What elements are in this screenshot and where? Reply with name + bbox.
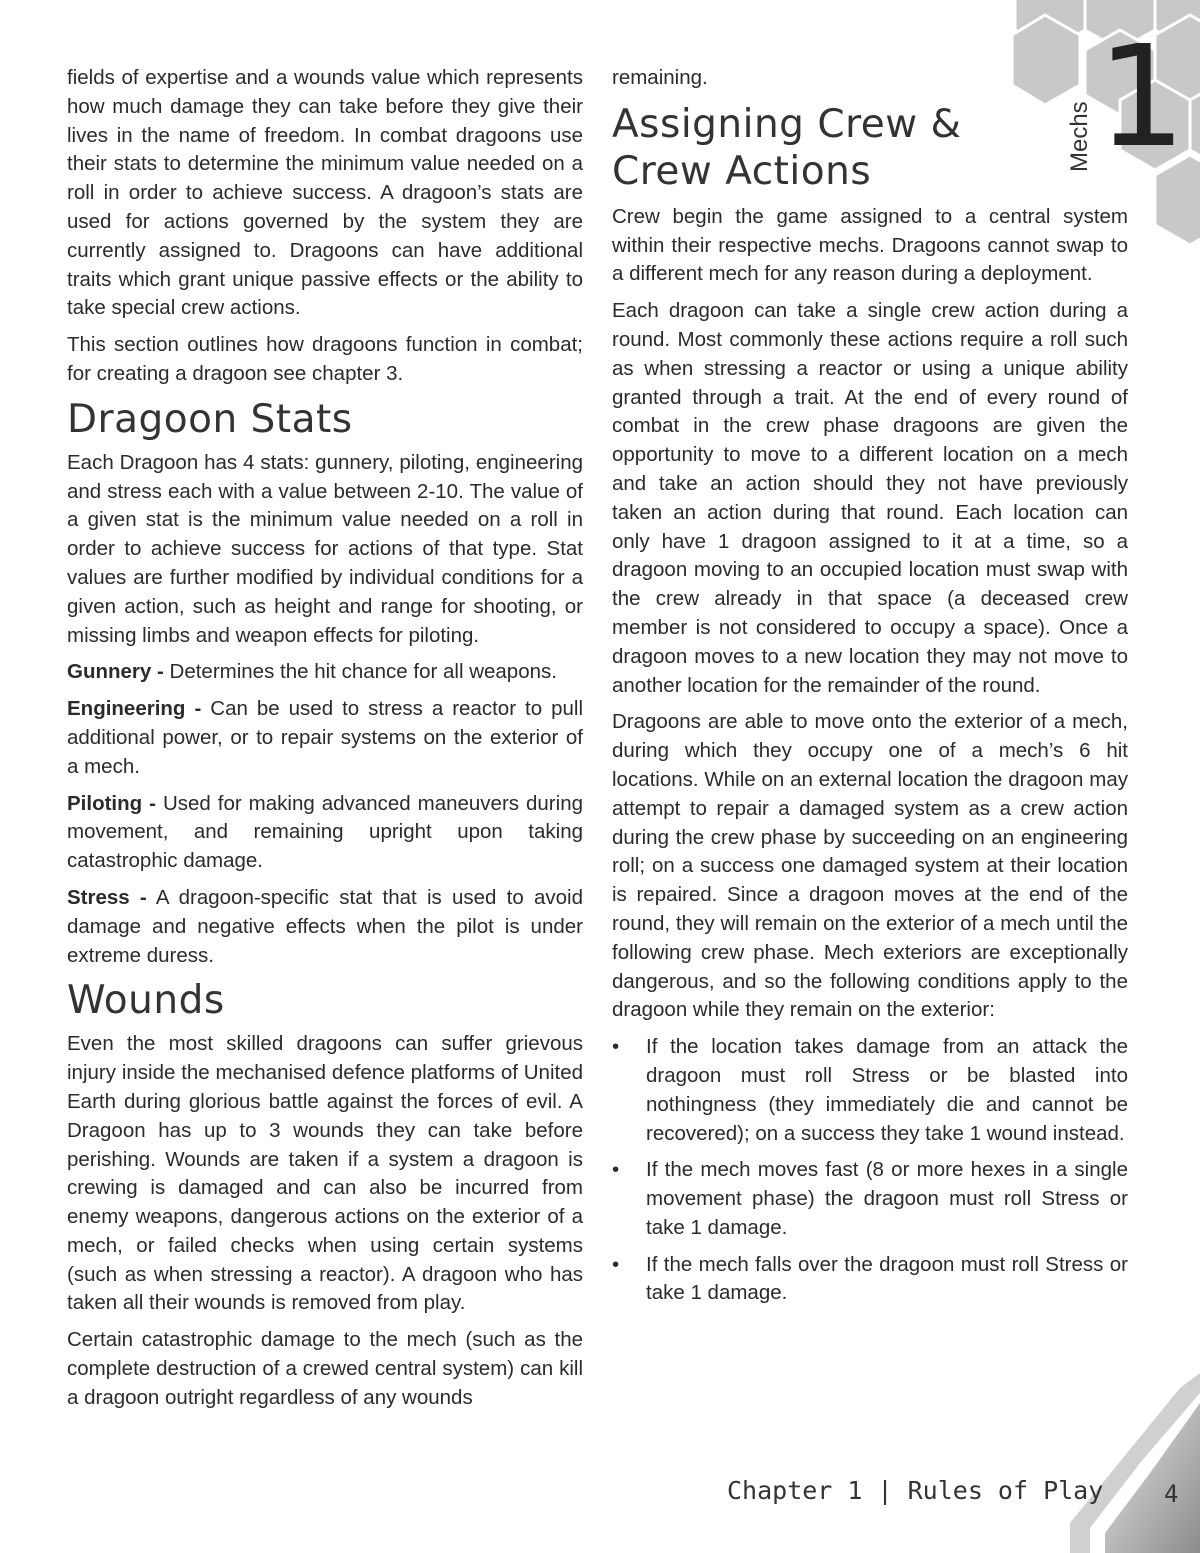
stat-engineering <box>67 695 583 781</box>
heading-line: Assigning Crew & <box>612 101 962 147</box>
bullet-icon: • <box>612 1158 620 1182</box>
footer-chapter-title: Chapter 1 | Rules of Play <box>727 1476 1104 1505</box>
intro-paragraph: This section outlines how dragoons function in combat; for creating a dragoon see chapter 3. <box>67 333 583 385</box>
bullet-icon: • <box>612 1035 620 1059</box>
stat-term: Stress - <box>67 885 147 909</box>
stat-term: Gunnery - <box>67 660 164 684</box>
page-number: 4 <box>1164 1480 1179 1508</box>
stat-description: A dragoon-specific stat that is used to avoid damage and negative effects when the pilot is under extreme duress. <box>67 885 583 967</box>
intro-paragraph: fields of expertise and a wounds value which represents how much damage they can take before they give their lives in the name of freedom. In combat dragoons use their stats to determine the minimum value needed on a roll in order to achieve success. A dragoon’s stats are used for actions governed by the system they are currently assigned to. Dragoons can have additional traits which grant unique passive effects or the ability to take special crew actions. <box>67 66 583 320</box>
stat-gunnery <box>67 658 583 687</box>
assigning-crew-heading <box>612 101 1128 195</box>
dragoon-stats-heading: Dragoon Stats <box>67 396 353 442</box>
wounds-heading: Wounds <box>67 978 225 1024</box>
crew-paragraph: Crew begin the game assigned to a central system within their respective mechs. Dragoons cannot swap to a different mech for any reason during a deployment. <box>612 204 1128 286</box>
stat-stress <box>67 884 583 970</box>
wounds-paragraph: Certain catastrophic damage to the mech (such as the complete destruction of a crewed central system) can kill a dragoon outright regardless of any wounds <box>67 1328 583 1409</box>
chapter-tab-label: Mechs <box>1066 101 1093 172</box>
stat-term: Engineering - <box>67 697 202 721</box>
stats-intro-paragraph: Each Dragoon has 4 stats: gunnery, piloting, engineering and stress each with a value between 2-10. The value of a given stat is the minimum value needed on a roll in order to achieve success for actions of that type. Stat values are further modified by individual conditions for a given action, such as height and range for shooting, or missing limbs and weapon effects for piloting. <box>67 450 583 647</box>
stat-description: Can be used to stress a reactor to pull additional power, or to repair systems on the exterior of a mech. <box>67 697 584 778</box>
stat-description: Determines the hit chance for all weapons. <box>163 660 557 684</box>
stat-term: Piloting - <box>67 791 156 815</box>
list-item <box>612 1156 1128 1242</box>
list-item-text: If the mech moves fast (8 or more hexes in a single movement phase) the dragoon must roll Stress or take 1 damage. <box>646 1158 1128 1239</box>
corner-hexagon-decoration <box>1030 1373 1200 1553</box>
list-item <box>612 1033 1128 1148</box>
exterior-conditions-list <box>612 1033 1128 1308</box>
chapter-number: 1 <box>1097 16 1187 179</box>
crew-paragraph: Each dragoon can take a single crew action during a round. Most commonly these actions require a roll such as when stressing a reactor or using a unique ability granted through a trait. At the end of every round of combat in the crew phase dragoons are given the opportunity to move to a different location on a mech and take an action should they not have previously taken an action during that round. Each location can only have 1 dragoon assigned to it at a time, so a dragoon moving to an occupied location must swap with the crew already in that space (a deceased crew member is not considered to occupy a space). Once a dragoon moves to a new location they may not move to another location for the remainder of the round. <box>612 299 1128 697</box>
continuation-text: remaining. <box>612 66 708 89</box>
heading-line: Crew Actions <box>612 148 872 194</box>
left-column <box>67 64 583 1421</box>
wounds-paragraph: Even the most skilled dragoons can suffer grievous injury inside the mechanised defence platforms of United Earth during glorious battle against the forces of evil. A Dragoon has up to 3 wounds they can take before perishing. Wounds are taken if a system a dragoon is crewing is damaged and can also be incurred from enemy weapons, dangerous actions on the exterior of a mech, or failed checks when using certain systems (such as when stressing a reactor). A dragoon who has taken all their wounds is removed from play. <box>67 1032 583 1315</box>
stat-piloting <box>67 790 583 876</box>
right-column <box>612 64 1128 1316</box>
stat-description: Used for making advanced maneuvers during movement, and remaining upright upon taking catastrophic damage. <box>67 791 583 873</box>
list-item-text: If the location takes damage from an attack the dragoon must roll Stress or be blasted into nothingness (they immediately die and cannot be recovered); on a success they take 1 wound instead. <box>646 1035 1128 1145</box>
crew-paragraph: Dragoons are able to move onto the exterior of a mech, during which they occupy one of a mech’s 6 hit locations. While on an external location the dragoon may attempt to repair a damaged system as a crew action during the crew phase by succeeding on an engineering roll; on a success one damaged system at their location is repaired. Since a dragoon moves at the end of the round, they will remain on the exterior of a mech until the following crew phase. Mech exteriors are exceptionally dangerous, and so the following conditions apply to the dragoon while they remain on the exterior: <box>612 710 1128 1022</box>
list-item-text: If the mech falls over the dragoon must roll Stress or take 1 damage. <box>646 1252 1128 1305</box>
bullet-icon: • <box>612 1252 620 1276</box>
list-item <box>612 1251 1128 1309</box>
